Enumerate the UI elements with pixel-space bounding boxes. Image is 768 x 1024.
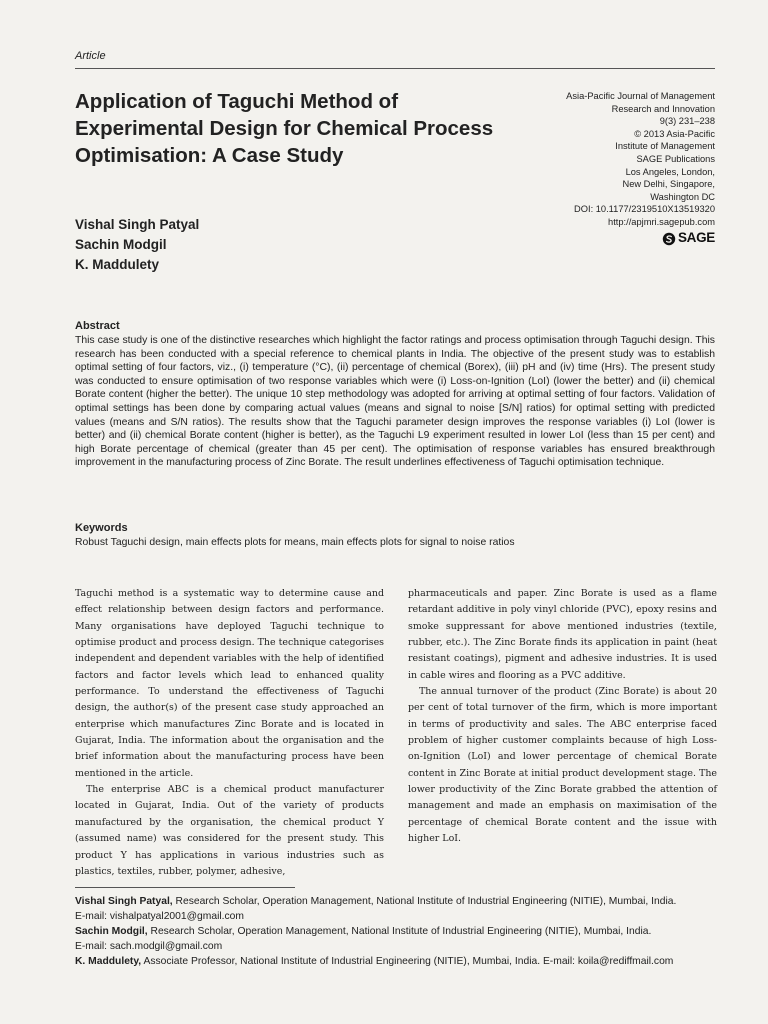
footnote-email: E-mail: vishalpatyal2001@gmail.com bbox=[75, 911, 244, 923]
abstract-text: This case study is one of the distinctive researches which highlight the factor ratings and process optimisation through Taguchi design. This research has been conducted with a special reference to chemical plants in India. The objective of the present study was to establish optimal setting of four factors, viz., (i) temperature (°C), (ii) percentage of chemical (Borex), (iii) pH and (iv) time (Hrs). The present study was conducted to ensure optimisation of two response variables which were (i) Loss-on-Ignition (LoI) (lower the better) and (ii) chemical Borate content (higher the better). The unique 10 step methodology was adopted for arriving at optimal setting of four factors. Validation of optimal settings has been done by comparing actual values (means and signal to noise [S/N] ratios) for optimal setting with predicted values (means and S/N ratios). The results show that the Taguchi parameter design improves the response variables (i) LoI (lower is better) and (ii) chemical Borate content (higher is better), as the Taguchi L9 experiment resulted in lower LoI (less than 15 per cent) and high Borate percentage of chemical (greater than 45 per cent). The optimisation of response variables has ensured breakthrough improvement in the manufacturing process of Zinc Borate. The result underlines effectiveness of Taguchi optimisation technique. bbox=[75, 335, 715, 469]
journal-doi: DOI: 10.1177/2319510X13519320 bbox=[574, 204, 715, 215]
body-paragraph: The enterprise ABC is a chemical product manufacturer located in Gujarat, India. Out of the variety of products manufactured by the organisation, the chemical product Y (assumed name) was considered for the present study. This product Y has applications in various industries such as plastics, textiles, rubber, polymer, adhesive, bbox=[75, 784, 384, 877]
author-footnotes bbox=[75, 894, 725, 969]
journal-line: New Delhi, Singapore, bbox=[622, 179, 715, 190]
journal-url: http://apjmri.sagepub.com bbox=[608, 216, 715, 227]
author-name: Sachin Modgil bbox=[75, 237, 167, 252]
author-name: Vishal Singh Patyal bbox=[75, 217, 200, 232]
footnote-email: E-mail: sach.modgil@gmail.com bbox=[75, 941, 223, 953]
journal-info bbox=[515, 90, 715, 249]
sage-mark-icon bbox=[662, 232, 676, 246]
header-rule bbox=[75, 68, 715, 69]
keywords-heading: Keywords bbox=[75, 522, 128, 534]
abstract-heading: Abstract bbox=[75, 320, 120, 332]
body-paragraph: Taguchi method is a systematic way to determine cause and effect relationship between design factors and performance. Many organisations have deployed Taguchi technique to optimise product and process design. The technique categorises independent and dependent variables with the help of identified factors and factor levels which lead to enhanced quality performance. To understand the effectiveness of Taguchi design, the author(s) of the present case study approached an enterprise which manufactures Zinc Borate and is located in Gujarat, India. The information about the organisation and the brief information about the manufacturing process have been mentioned in the article. bbox=[75, 588, 384, 779]
body-paragraph: The annual turnover of the product (Zinc Borate) is about 20 per cent of total turnover of the firm, which is more important in terms of productivity and sales. The ABC enterprise faced problem of higher customer complaints because of high Loss-on-Ignition (LoI) and lower percentage of chemical Borate content in Zinc Borate at initial product development stage. The lower productivity of the Zinc Borate grabbed the attention of management and made an emphasis on maximisation of the percentage of chemical Borate content and the issue with higher LoI. bbox=[408, 686, 717, 845]
journal-line: Institute of Management bbox=[615, 141, 715, 152]
footnote-entry bbox=[75, 924, 725, 939]
body-paragraph: pharmaceuticals and paper. Zinc Borate is used as a flame retardant additive in poly vinyl chloride (PVC), epoxy resins and smoke suppressant for above mentioned industries (textile, rubber, etc.). The Zinc Borate finds its application in paint (heat resistant coatings), pigment and adhesive industries. It is used in cable wires and flooring as a PVC additive. bbox=[408, 588, 717, 681]
body-column-left bbox=[75, 586, 384, 880]
footnote-entry bbox=[75, 954, 725, 969]
journal-line: Research and Innovation bbox=[611, 103, 715, 114]
keywords-section bbox=[75, 522, 715, 550]
sage-logo bbox=[662, 232, 715, 246]
sage-logo-text: SAGE bbox=[677, 230, 715, 246]
journal-line: © 2013 Asia-Pacific bbox=[634, 128, 715, 139]
footnote-affiliation: Research Scholar, Operation Management, National Institute of Industrial Engineering (NITIE), Mumbai, India. bbox=[172, 896, 677, 907]
paper-title: Application of Taguchi Method of Experimental Design for Chemical Process Optimisation: A Case Study bbox=[75, 90, 494, 167]
journal-line: Washington DC bbox=[650, 191, 715, 202]
footnote-author-name: Vishal Singh Patyal, bbox=[75, 896, 173, 907]
author-name: K. Maddulety bbox=[75, 257, 160, 272]
author-list bbox=[75, 215, 199, 275]
footnote-rule bbox=[75, 887, 295, 888]
footnote-author-name: Sachin Modgil, bbox=[75, 926, 148, 938]
abstract-section bbox=[75, 320, 715, 470]
footnote-entry bbox=[75, 894, 725, 909]
footnote-author-name: K. Maddulety, bbox=[75, 956, 142, 968]
footnote-affiliation: Associate Professor, National Institute of Industrial Engineering (NITIE), Mumbai, India. E-mail: koila@rediffmail.com bbox=[141, 956, 674, 968]
footnote-affiliation: Research Scholar, Operation Management, National Institute of Industrial Engineering (NITIE), Mumbai, India. bbox=[147, 926, 652, 938]
journal-line: SAGE Publications bbox=[636, 153, 715, 164]
journal-line: Los Angeles, London, bbox=[625, 166, 715, 177]
body-column-right bbox=[408, 586, 717, 848]
journal-line: 9(3) 231–238 bbox=[659, 116, 715, 127]
article-type-label: Article bbox=[75, 50, 106, 62]
keywords-text: Robust Taguchi design, main effects plots for means, main effects plots for signal to noise ratios bbox=[75, 537, 515, 548]
journal-line: Asia-Pacific Journal of Management bbox=[566, 91, 715, 101]
